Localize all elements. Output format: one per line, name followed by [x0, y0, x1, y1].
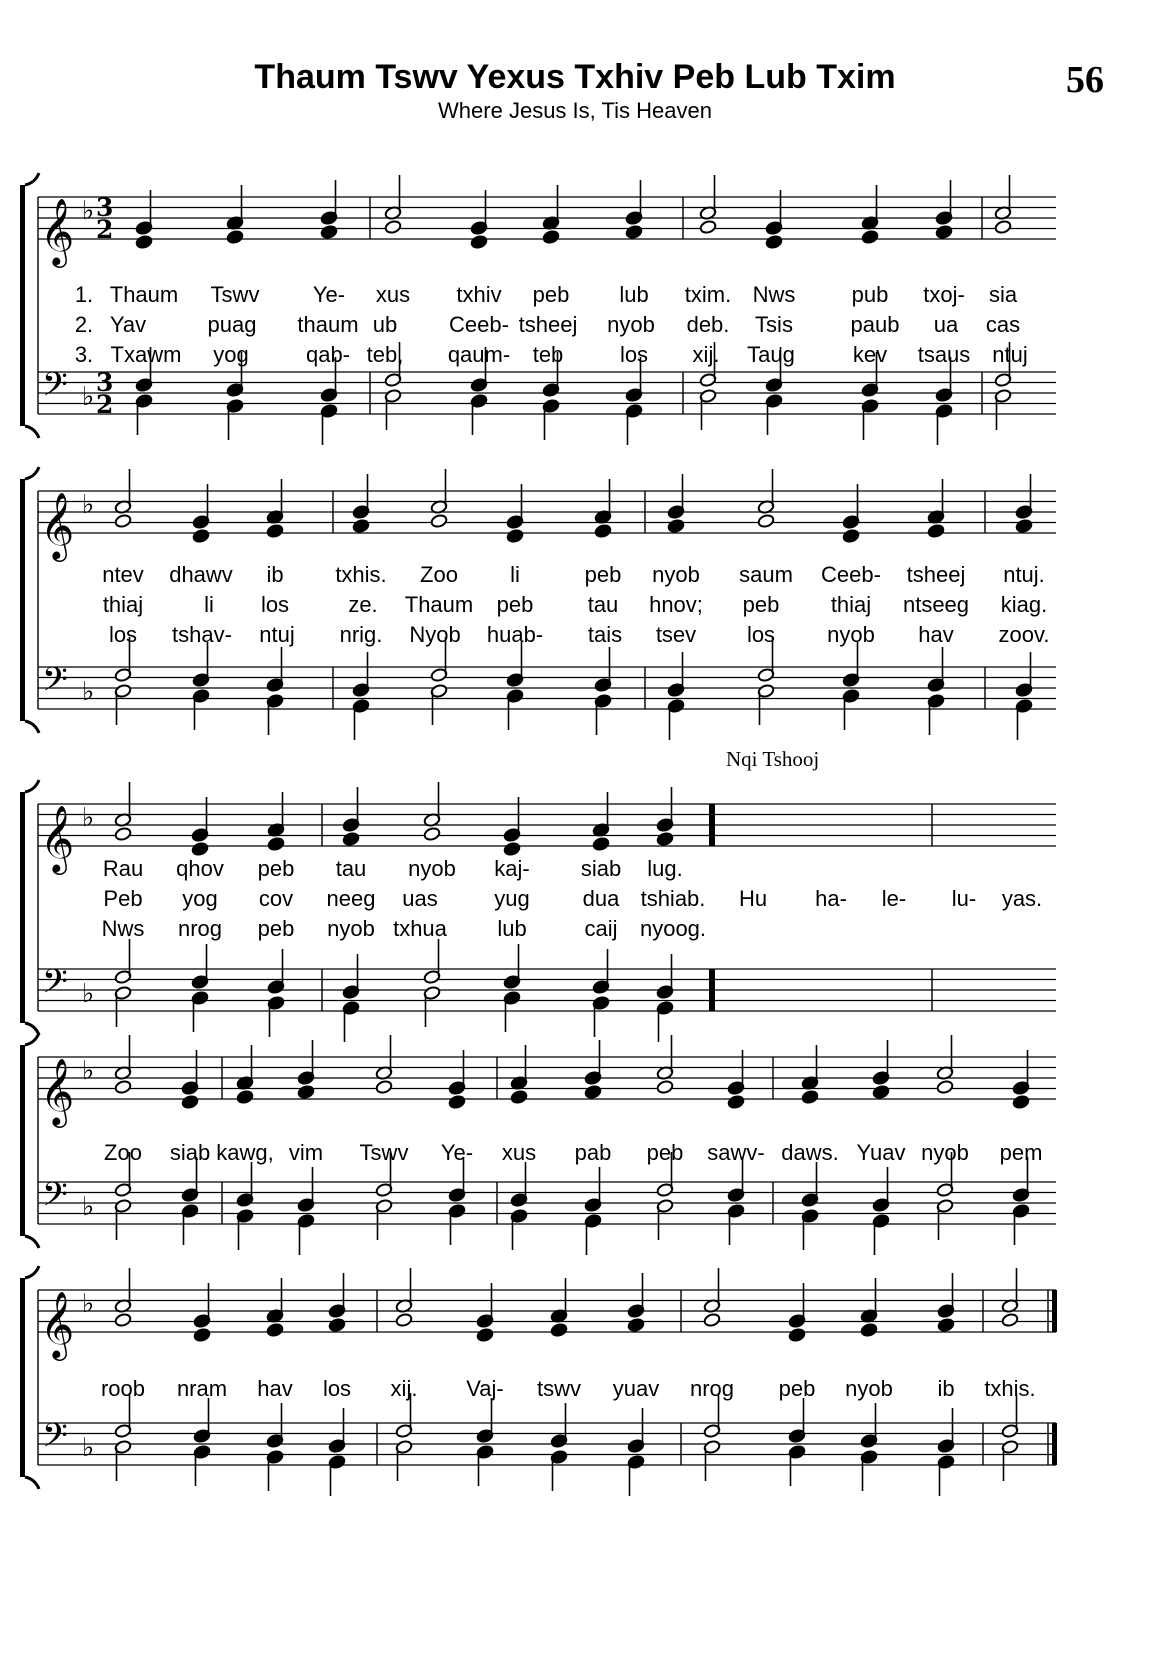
- note-head: [592, 837, 610, 852]
- note-head: [542, 230, 560, 245]
- flat-icon: ♭: [82, 803, 95, 833]
- note-head: [503, 842, 521, 857]
- lyric-syllable: peb: [646, 1140, 684, 1165]
- note-head: [181, 1095, 199, 1110]
- lyric-syllable: uas: [402, 886, 438, 911]
- lyric-syllable: 1.: [74, 282, 94, 307]
- note-head: [352, 519, 370, 534]
- bass-clef-icon: 𝄢: [42, 1176, 68, 1222]
- note-head: [872, 1085, 890, 1100]
- note-head: [135, 235, 153, 250]
- lyric-syllable: zoov.: [998, 622, 1050, 647]
- lyric-syllable: Tswv: [210, 282, 260, 307]
- note-head: [625, 225, 643, 240]
- lyric-syllable: ib: [937, 1376, 955, 1401]
- flat-icon: ♭: [82, 490, 95, 520]
- lyric-syllable: thaum: [297, 312, 359, 337]
- lyric-syllable: ntuj: [992, 342, 1028, 367]
- note-head: [266, 1323, 284, 1338]
- lyric-syllable: Nyob: [409, 622, 461, 647]
- note-head: [423, 827, 441, 842]
- hymn-title: Thaum Tswv Yexus Txhiv Peb Lub Txim: [254, 58, 896, 96]
- bracket-hook: [25, 426, 39, 438]
- note-head: [667, 519, 685, 534]
- lyric-syllable: peb: [778, 1376, 816, 1401]
- lyric-syllable: ntuj.: [1003, 562, 1045, 587]
- lyric-syllable: los: [322, 1376, 352, 1401]
- lyric-syllable: ntuj: [259, 622, 295, 647]
- note-head: [935, 225, 953, 240]
- lyric-syllable: Nws: [101, 916, 145, 941]
- lyric-syllable: ua: [933, 312, 959, 337]
- lyric-syllable: nyob: [921, 1140, 969, 1165]
- note-head: [226, 230, 244, 245]
- note-head: [1012, 1095, 1030, 1110]
- lyric-syllable: kev: [852, 342, 888, 367]
- lyric-syllable: nrig.: [339, 622, 383, 647]
- flat-icon: ♭: [82, 1056, 95, 1086]
- note-head: [550, 1323, 568, 1338]
- system-bracket: [20, 185, 25, 426]
- flat-icon: ♭: [82, 1289, 95, 1319]
- lyric-syllable: tsev: [655, 622, 697, 647]
- system-bracket: [20, 1045, 25, 1236]
- bracket-hook: [25, 721, 39, 733]
- lyric-syllable: roob: [100, 1376, 146, 1401]
- lyric-syllable: peb: [532, 282, 570, 307]
- flat-icon: ♭: [82, 1433, 95, 1463]
- bracket-hook: [25, 1236, 39, 1248]
- lyric-syllable: thiaj: [102, 592, 144, 617]
- lyric-syllable: teb,: [366, 342, 404, 367]
- lyric-syllable: daws.: [781, 1140, 839, 1165]
- lyric-syllable: Txawm: [110, 342, 182, 367]
- lyric-syllable: nyob: [607, 312, 655, 337]
- lyric-syllable: teb: [532, 342, 564, 367]
- treble-time-top: 3: [96, 193, 114, 222]
- lyric-syllable: cas: [985, 312, 1021, 337]
- system-bracket: [20, 1278, 25, 1477]
- lyric-syllable: sia: [988, 282, 1018, 307]
- lyric-syllable: nyob: [827, 622, 875, 647]
- note-head: [584, 1085, 602, 1100]
- lyric-syllable: pab: [574, 1140, 612, 1165]
- lyric-syllable: kiag.: [1000, 592, 1048, 617]
- lyric-syllable: puag: [207, 312, 257, 337]
- lyric-syllable: tswv: [537, 1376, 581, 1401]
- lyric-syllable: pub: [851, 282, 889, 307]
- treble-clef-icon: 𝄞: [40, 1290, 75, 1358]
- flat-icon: ♭: [82, 979, 95, 1009]
- lyric-syllable: nyob: [327, 916, 375, 941]
- lyric-syllable: paub: [850, 312, 900, 337]
- note-head: [114, 1080, 132, 1095]
- lyric-syllable: txhiv: [456, 282, 502, 307]
- treble-clef-icon: 𝄞: [40, 804, 75, 872]
- note-head: [594, 524, 612, 539]
- lyric-syllable: thiaj: [830, 592, 872, 617]
- lyric-syllable: Tswv: [359, 1140, 409, 1165]
- bracket-hook: [25, 467, 39, 479]
- lyric-syllable: tau: [335, 856, 367, 881]
- note-head: [192, 529, 210, 544]
- lyric-syllable: 3.: [74, 342, 94, 367]
- note-head: [506, 529, 524, 544]
- note-head: [936, 1080, 954, 1095]
- note-head: [193, 1328, 211, 1343]
- lyric-syllable: dua: [582, 886, 620, 911]
- note-head: [860, 1323, 878, 1338]
- lyric-syllable: Hu: [738, 886, 768, 911]
- lyric-syllable: cov: [258, 886, 294, 911]
- note-head: [266, 524, 284, 539]
- lyric-syllable: peb: [584, 562, 622, 587]
- refrain-label: Nqi Tshooj: [726, 747, 820, 771]
- lyric-syllable: siab: [169, 1140, 211, 1165]
- system-bracket: [20, 792, 25, 1023]
- lyric-syllable: peb: [496, 592, 534, 617]
- lyric-syllable: lub: [497, 916, 527, 941]
- lyric-syllable: Tsis: [755, 312, 793, 337]
- lyric-syllable: ntev: [102, 562, 144, 587]
- note-head: [801, 1090, 819, 1105]
- lyric-syllable: peb: [742, 592, 780, 617]
- lyric-syllable: qhov: [176, 856, 224, 881]
- lyric-syllable: nrog: [689, 1376, 735, 1401]
- note-head: [757, 514, 775, 529]
- note-head: [342, 832, 360, 847]
- lyric-syllable: peb: [257, 856, 295, 881]
- lyric-syllable: los: [260, 592, 290, 617]
- final-barline: [1052, 1290, 1057, 1332]
- lyric-syllable: peb: [257, 916, 295, 941]
- lyric-syllable: saum: [739, 562, 793, 587]
- note-head: [765, 235, 783, 250]
- lyric-syllable: tais: [587, 622, 623, 647]
- bass-clef-icon: 𝄢: [42, 366, 68, 412]
- lyric-syllable: Rau: [102, 856, 144, 881]
- lyric-syllable: Vaj-: [466, 1376, 504, 1401]
- lyric-syllable: Ye-: [440, 1140, 474, 1165]
- note-head: [861, 230, 879, 245]
- lyric-syllable: nrog: [177, 916, 223, 941]
- lyric-syllable: xus: [501, 1140, 537, 1165]
- flat-icon: ♭: [82, 196, 95, 226]
- lyric-syllable: hav: [918, 622, 954, 647]
- lyric-syllable: caij: [584, 916, 618, 941]
- lyric-syllable: sawv-: [707, 1140, 765, 1165]
- lyric-syllable: Nws: [752, 282, 796, 307]
- lyric-syllable: yog: [213, 342, 249, 367]
- bracket-hook: [25, 173, 39, 185]
- lyric-syllable: li: [204, 592, 214, 617]
- lyric-syllable: tshiab.: [640, 886, 706, 911]
- note-head: [656, 832, 674, 847]
- note-head: [267, 837, 285, 852]
- hymn-number: 56: [1066, 59, 1104, 101]
- bass-clef-icon: 𝄢: [42, 661, 68, 707]
- flat-icon: ♭: [82, 677, 95, 707]
- note-head: [927, 524, 945, 539]
- note-head: [297, 1085, 315, 1100]
- lyric-syllable: Ceeb-: [821, 562, 881, 587]
- lyric-syllable: los: [619, 342, 649, 367]
- lyric-syllable: yug: [494, 886, 530, 911]
- lyric-syllable: qaum-: [447, 342, 511, 367]
- flat-icon: ♭: [82, 382, 95, 412]
- note-head: [430, 514, 448, 529]
- lyric-syllable: lub: [619, 282, 649, 307]
- lyric-syllable: qab-: [305, 342, 351, 367]
- hymn-subtitle: Where Jesus Is, Tis Heaven: [438, 98, 712, 123]
- note-head: [1001, 1313, 1019, 1328]
- treble-clef-icon: 𝄞: [40, 491, 75, 559]
- note-head: [510, 1090, 528, 1105]
- lyric-syllable: 2.: [74, 312, 94, 337]
- lyric-syllable: Zoo: [104, 1140, 142, 1165]
- lyric-syllable: ntseeg: [902, 592, 970, 617]
- lyric-syllable: le-: [881, 886, 907, 911]
- lyric-syllable: Taug: [747, 342, 795, 367]
- lyric-syllable: nyob: [845, 1376, 893, 1401]
- note-head: [994, 220, 1012, 235]
- lyric-syllable: pem: [999, 1140, 1043, 1165]
- lyric-syllable: los: [108, 622, 138, 647]
- lyric-syllable: dhawv: [169, 562, 233, 587]
- note-head: [114, 1313, 132, 1328]
- lyric-syllable: Ye-: [312, 282, 346, 307]
- lyric-syllable: txhis.: [335, 562, 387, 587]
- note-head: [656, 1080, 674, 1095]
- note-head: [703, 1313, 721, 1328]
- lyric-syllable: yas.: [1001, 886, 1043, 911]
- bass-clef-icon: 𝄢: [42, 1417, 68, 1463]
- lyric-syllable: xij.: [692, 342, 720, 367]
- bracket-hook: [25, 780, 39, 792]
- lyric-syllable: hnov;: [649, 592, 703, 617]
- note-head: [788, 1328, 806, 1343]
- lyric-syllable: hav: [257, 1376, 293, 1401]
- note-head: [448, 1095, 466, 1110]
- flat-icon: ♭: [82, 1192, 95, 1222]
- bracket-hook: [25, 1266, 39, 1278]
- note-head: [842, 529, 860, 544]
- note-head: [114, 827, 132, 842]
- lyric-syllable: tsaus: [917, 342, 971, 367]
- lyric-syllable: ib: [266, 562, 284, 587]
- lyric-syllable: txim.: [684, 282, 732, 307]
- lyric-syllable: neeg: [326, 886, 376, 911]
- bracket-hook: [25, 1033, 39, 1045]
- lyric-syllable: siab: [580, 856, 622, 881]
- note-head: [727, 1095, 745, 1110]
- treble-clef-icon: 𝄞: [40, 1057, 75, 1125]
- lyric-syllable: Yuav: [856, 1140, 906, 1165]
- note-head: [320, 225, 338, 240]
- system-bracket: [20, 479, 25, 721]
- note-head: [384, 220, 402, 235]
- lyric-syllable: Yav: [109, 312, 147, 337]
- lyric-syllable: Peb: [103, 886, 143, 911]
- note-head: [937, 1318, 955, 1333]
- note-head: [236, 1090, 254, 1105]
- note-head: [476, 1328, 494, 1343]
- note-head: [1015, 519, 1033, 534]
- lyric-syllable: nram: [176, 1376, 228, 1401]
- lyric-syllable: Ceeb-: [449, 312, 509, 337]
- note-head: [395, 1313, 413, 1328]
- lyric-syllable: tsheej: [906, 562, 966, 587]
- lyric-syllable: Thaum: [404, 592, 474, 617]
- lyric-syllable: Thaum: [109, 282, 179, 307]
- lyric-syllable: tau: [587, 592, 619, 617]
- lyric-syllable: txhis.: [984, 1376, 1036, 1401]
- note-head: [328, 1318, 346, 1333]
- lyric-syllable: deb.: [686, 312, 730, 337]
- bracket-hook: [25, 1477, 39, 1489]
- treble-time-bottom: 2: [96, 215, 114, 244]
- lyric-syllable: xij.: [390, 1376, 418, 1401]
- lyric-syllable: li: [510, 562, 520, 587]
- note-head: [114, 514, 132, 529]
- lyric-syllable: nyob: [408, 856, 456, 881]
- lyric-syllable: nyob: [652, 562, 700, 587]
- lyric-syllable: Zoo: [420, 562, 458, 587]
- lyric-syllable: kawg,: [216, 1140, 274, 1165]
- lyric-syllable: xus: [375, 282, 411, 307]
- lyric-syllable: txhua: [393, 916, 447, 941]
- lyric-syllable: tsheej: [518, 312, 578, 337]
- lyric-syllable: ze.: [348, 592, 378, 617]
- lyric-syllable: kaj-: [494, 856, 530, 881]
- lyric-syllable: tshav-: [172, 622, 232, 647]
- note-head: [375, 1080, 393, 1095]
- lyric-syllable: yog: [182, 886, 218, 911]
- final-barline: [1052, 1423, 1057, 1465]
- lyric-syllable: huab-: [486, 622, 544, 647]
- bracket-hook: [25, 1023, 39, 1035]
- lyric-syllable: ub: [372, 312, 398, 337]
- lyric-syllable: vim: [288, 1140, 324, 1165]
- note-head: [627, 1318, 645, 1333]
- bass-time-top: 3: [96, 368, 114, 397]
- lyric-syllable: yuav: [612, 1376, 660, 1401]
- note-head: [699, 220, 717, 235]
- bass-clef-icon: 𝄢: [42, 963, 68, 1009]
- lyric-syllable: lu-: [951, 886, 977, 911]
- note-head: [191, 842, 209, 857]
- treble-clef-icon: 𝄞: [40, 197, 75, 265]
- bass-time-bottom: 2: [96, 390, 114, 419]
- note-head: [470, 235, 488, 250]
- lyric-syllable: ha-: [815, 886, 847, 911]
- lyric-syllable: nyoog.: [639, 916, 707, 941]
- lyric-syllable: txoj-: [923, 282, 965, 307]
- lyric-syllable: lug.: [647, 856, 683, 881]
- lyric-syllable: los: [746, 622, 776, 647]
